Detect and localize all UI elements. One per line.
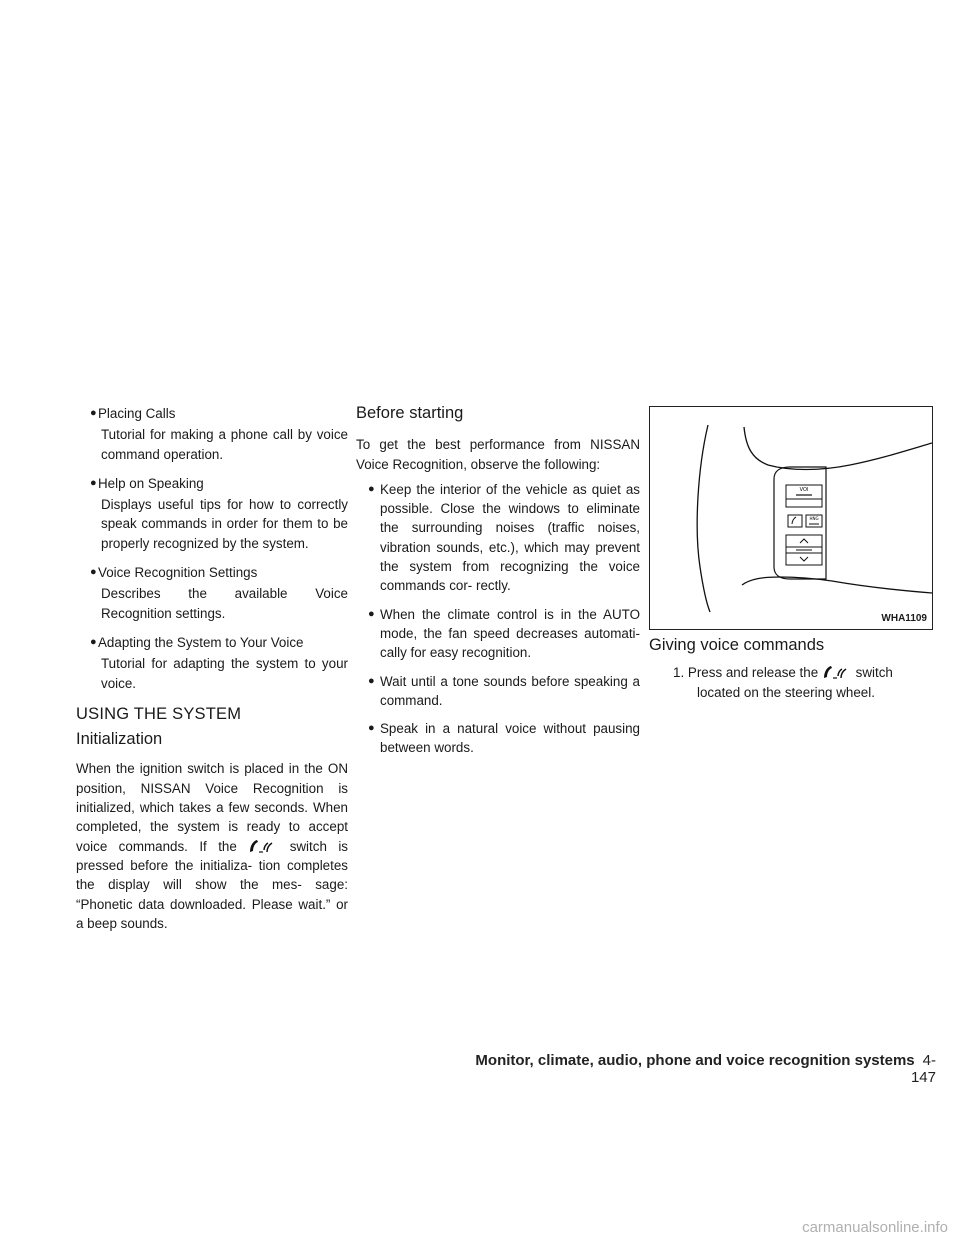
init-paragraph: When the ignition switch is placed in the ON position, NISSAN Voice Recognition is initialized, which takes a few seconds. When completed, the system is ready to accept voice commands. If the switch is pressed before the initializa- tion completes the display will show the mes- sage: “Phonetic data downloaded. Please wait.” or a beep sounds.: [76, 761, 348, 931]
page-number: 4-147: [910, 1052, 936, 1086]
list-item: ● Placing Calls: [76, 404, 348, 423]
list-item-desc: Displays useful tips for how to correctly speak commands in order for them to be properly recognized by the system.: [101, 497, 348, 551]
list-item: ● Voice Recognition Settings: [76, 563, 348, 582]
page-footer: [460, 1052, 936, 1086]
footer-section-title: Monitor, climate, audio, phone and voice recognition systems: [475, 1052, 915, 1069]
bullet-icon: ●: [368, 674, 375, 687]
tips-list: [356, 480, 640, 758]
list-item: ● Wait until a tone sounds before speaking a command.: [368, 673, 640, 708]
bullet-icon: ●: [90, 635, 97, 648]
list-item: ● When the climate control is in the AUTO mode, the fan speed decreases automati- cally for easy recognition.: [368, 606, 640, 661]
menu-item-list: [76, 404, 348, 693]
before-starting-intro: To get the best performance from NISSAN Voice Recognition, observe the following:: [356, 437, 640, 472]
steering-wheel-illustration: [650, 407, 932, 629]
column-middle: [356, 404, 640, 767]
watermark: carmanualsonline.info: [802, 1219, 948, 1236]
bullet-icon: ●: [90, 407, 97, 419]
section-heading: USING THE SYSTEM: [76, 704, 242, 723]
column-left: [76, 404, 348, 933]
list-item-desc: Tutorial for making a phone call by voice command operation.: [101, 427, 348, 462]
step-item: 1. Press and release the switch located on the steering wheel.: [673, 665, 893, 700]
list-item-desc: Describes the available Voice Recognition settings.: [101, 586, 348, 621]
bullet-icon: ●: [368, 482, 375, 495]
list-item: ● Keep the interior of the vehicle as quiet as possible. Close the windows to eliminate the surrounding noises (traffic noises, vibration sounds, etc.), which may prevent the system from recognizing the voice commands cor- rectly.: [368, 481, 640, 594]
list-item: ● Adapting the System to Your Voice: [76, 633, 348, 652]
subheading: Initialization: [76, 730, 163, 749]
svg-text:VOI: VOI: [799, 487, 809, 493]
list-item-desc: Tutorial for adapting the system to your voice.: [101, 656, 348, 691]
svg-text:HNG: HNG: [809, 516, 819, 521]
bullet-icon: ●: [90, 566, 97, 579]
giving-voice-commands-heading: Giving voice commands: [649, 636, 825, 654]
before-starting-heading: Before starting: [356, 404, 464, 422]
bullet-icon: ●: [368, 722, 375, 735]
steering-wheel-switch-figure: [649, 406, 933, 630]
voice-talk-icon: [248, 838, 278, 854]
step-number: 1.: [673, 665, 685, 681]
list-item: ● Help on Speaking: [76, 474, 348, 493]
bullet-icon: ●: [90, 476, 97, 489]
list-item: ● Speak in a natural voice without pausing between words.: [368, 721, 640, 756]
column-right: [649, 406, 933, 702]
figure-label: WHA1109: [879, 609, 929, 628]
bullet-icon: ●: [368, 607, 375, 620]
voice-talk-icon: [822, 664, 852, 680]
